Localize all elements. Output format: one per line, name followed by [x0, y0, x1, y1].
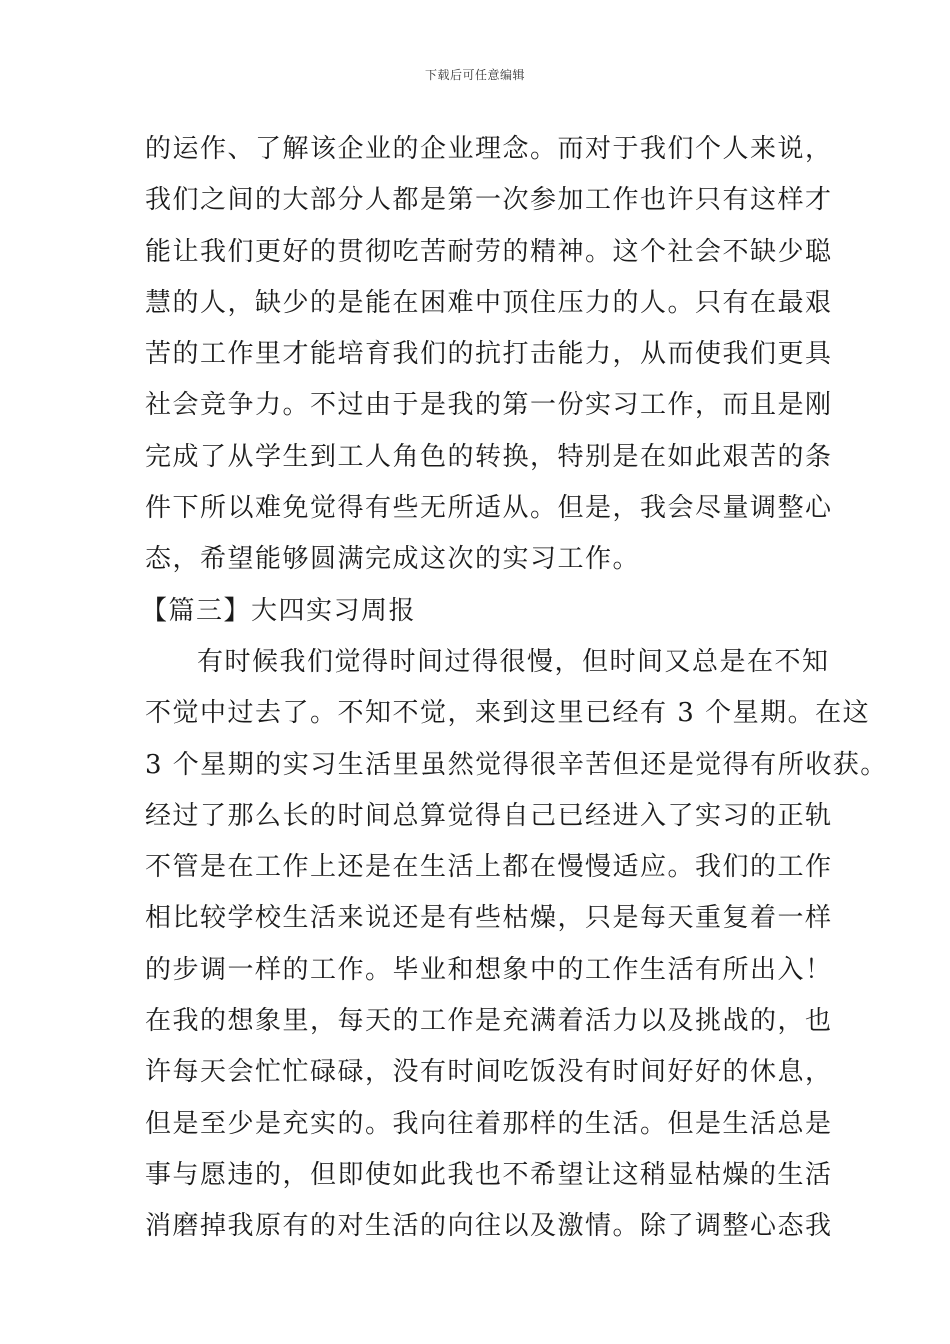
- text-line: 的运作、了解该企业的企业理念。而对于我们个人来说，: [145, 134, 833, 164]
- text-line: 在我的想象里，每天的工作是充满着活力以及挑战的，也: [145, 1006, 833, 1037]
- text-line: 能让我们更好的贯彻吃苦耐劳的精神。这个社会不缺少聪: [145, 236, 833, 267]
- text-line: 件下所以难免觉得有些无所适从。但是，我会尽量调整心: [145, 493, 833, 524]
- text-line: 慧的人，缺少的是能在困难中顶住压力的人。只有在最艰: [145, 287, 833, 318]
- text-line: 经过了那么长的时间总算觉得自己已经进入了实习的正轨: [145, 800, 833, 831]
- text-line: 社会竞争力。不过由于是我的第一份实习工作，而且是刚: [145, 390, 833, 421]
- text-line: 态，希望能够圆满完成这次的实习工作。: [145, 544, 641, 575]
- text-line: 不觉中过去了。不知不觉，来到这里已经有 3 个星期。在这: [145, 698, 871, 729]
- text-line: 相比较学校生活来说还是有些枯燥，只是每天重复着一样: [145, 903, 833, 934]
- paragraph-first-line: 有时候我们觉得时间过得很慢，但时间又总是在不知: [197, 646, 830, 677]
- document-body: [141, 124, 888, 1253]
- text-line: 的步调一样的工作。毕业和想象中的工作生活有所出入！: [145, 954, 833, 985]
- text-line: 事与愿违的，但即使如此我也不希望让这稍显枯燥的生活: [145, 1159, 833, 1190]
- text-line: 但是至少是充实的。我向往着那样的生活。但是生活总是: [145, 1108, 833, 1139]
- text-line: 消磨掉我原有的对生活的向往以及激情。除了调整心态我: [145, 1211, 833, 1242]
- text-line: 苦的工作里才能培育我们的抗打击能力，从而使我们更具: [145, 339, 833, 370]
- text-line: 我们之间的大部分人都是第一次参加工作也许只有这样才: [145, 185, 833, 216]
- text-line: 3 个星期的实习生活里虽然觉得很辛苦但还是觉得有所收获。: [145, 749, 888, 780]
- text-line: 不管是在工作上还是在生活上都在慢慢适应。我们的工作: [145, 852, 833, 883]
- page-header: 下载后可任意编辑: [424, 68, 525, 82]
- section-heading: 【篇三】大四实习周报: [141, 595, 417, 626]
- text-line: 许每天会忙忙碌碌，没有时间吃饭没有时间好好的休息，: [145, 1057, 833, 1088]
- text-line: 完成了从学生到工人角色的转换，特别是在如此艰苦的条: [145, 441, 833, 472]
